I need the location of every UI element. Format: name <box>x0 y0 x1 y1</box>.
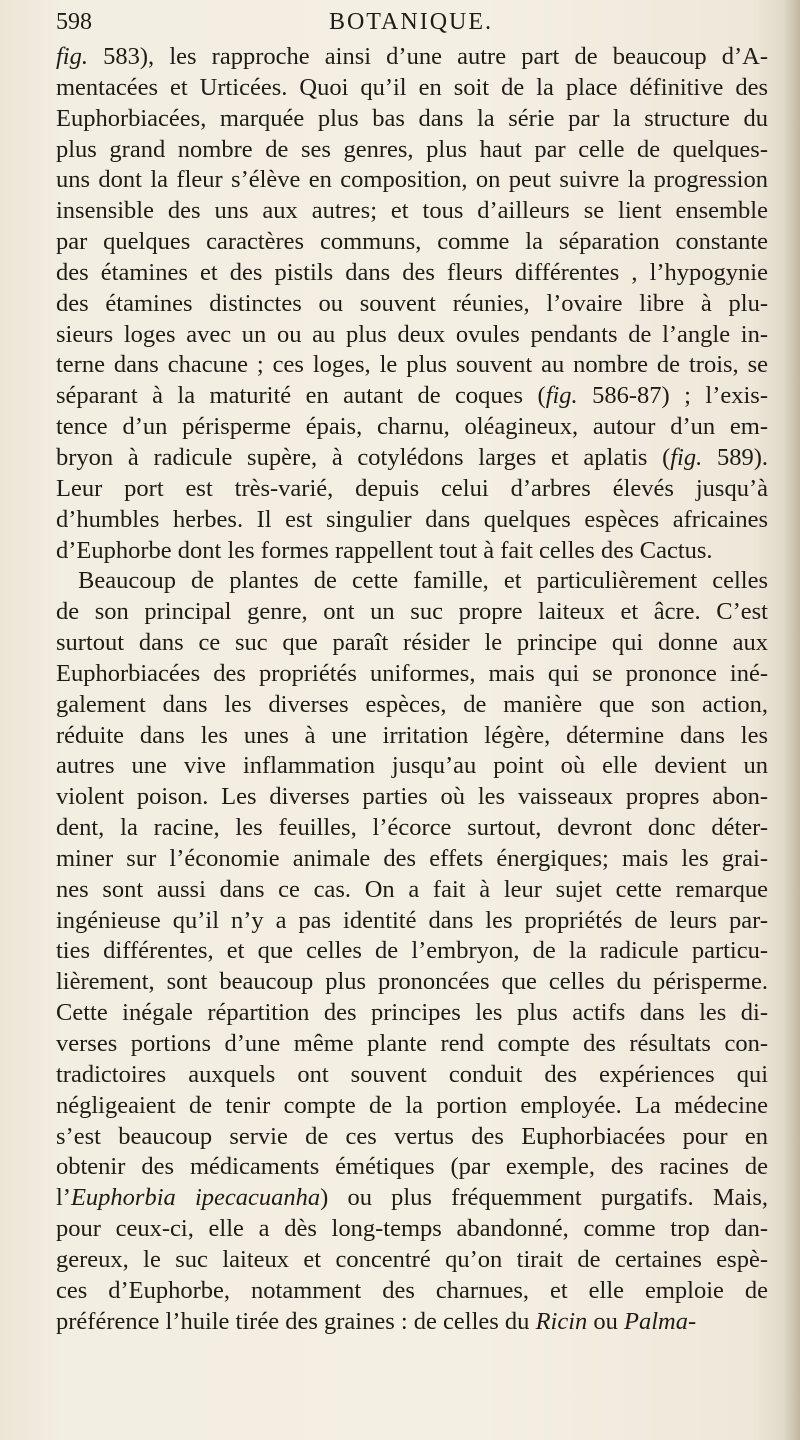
text-segment: nes sont aussi dans ce cas. On a fait à leur sujet cette remarque <box>56 875 768 903</box>
text-segment: par quelques caractères communs, comme la séparation constante <box>56 228 768 256</box>
text-line <box>56 536 768 567</box>
text-line <box>56 1122 768 1153</box>
text-segment: ties différentes, et que celles de l’embryon, de la radicule particu- <box>56 937 768 965</box>
text-line <box>56 196 768 227</box>
text-segment: 589). <box>702 443 768 471</box>
text-segment: des étamines distinctes ou souvent réunies, l’ovaire libre à plu- <box>56 289 768 317</box>
text-segment: dent, la racine, les feuilles, l’écorce surtout, devront donc déter- <box>56 814 768 842</box>
text-segment: s’est beaucoup servie de ces vertus des Euphorbiacées pour en <box>56 1122 768 1150</box>
text-segment: Beaucoup de plantes de cette famille, et particulièrement celles <box>78 567 768 595</box>
text-segment: ) ou plus fréquemment purgatifs. Mais, <box>320 1184 768 1212</box>
text-line <box>56 443 768 474</box>
text-segment: galement dans les diverses espèces, de manière que son action, <box>56 690 768 718</box>
text-line <box>56 906 768 937</box>
text-segment: tence d’un périsperme épais, charnu, oléagineux, autour d’un em- <box>56 413 768 441</box>
italic-text: fig. <box>56 43 88 70</box>
text-line <box>56 165 768 196</box>
text-line <box>56 967 768 998</box>
text-segment: autres une vive inflammation jusqu’au point où elle devient un <box>56 752 768 780</box>
text-line <box>56 474 768 505</box>
text-line <box>56 1276 768 1307</box>
text-segment: ces d’Euphorbe, notamment des charnues, et elle emploie de <box>56 1276 768 1304</box>
text-segment: d’humbles herbes. Il est singulier dans quelques espèces africaines <box>56 505 768 533</box>
text-segment: insensible des uns aux autres; et tous d’ailleurs se lient ensemble <box>56 197 768 225</box>
text-line <box>56 42 768 73</box>
text-segment: violent poison. Les diverses parties où les vaisseaux propres abon- <box>56 783 768 811</box>
text-line <box>56 1245 768 1276</box>
text-segment: l’ <box>56 1184 71 1212</box>
text-line <box>56 721 768 752</box>
text-segment: sieurs loges avec un ou au plus deux ovules pendants de l’angle in- <box>56 320 768 348</box>
text-line <box>56 566 768 597</box>
text-segment: ou <box>587 1307 625 1335</box>
text-segment: réduite dans les unes à une irritation légère, détermine dans les <box>56 721 768 749</box>
text-segment: d’Euphorbe dont les formes rappellent tout à fait celles des Cactus. <box>56 536 713 564</box>
text-line <box>56 597 768 628</box>
text-line <box>56 998 768 1029</box>
text-segment: obtenir des médicaments émétiques (par exemple, des racines de <box>56 1153 768 1181</box>
text-line <box>56 1307 768 1338</box>
text-line <box>56 1091 768 1122</box>
text-line <box>56 1152 768 1183</box>
text-line <box>56 1214 768 1245</box>
text-segment: mentacées et Urticées. Quoi qu’il en soit de la place définitive des <box>56 73 768 101</box>
text-segment: bryon à radicule supère, à cotylédons larges et aplatis ( <box>56 443 671 471</box>
text-segment: surtout dans ce suc que paraît résider le principe qui donne aux <box>56 629 768 657</box>
text-segment: 583), les rapproche ainsi d’une autre part de beaucoup d’A- <box>88 43 768 70</box>
text-segment: des étamines et des pistils dans des fleurs différentes , l’hypogynie <box>56 258 768 286</box>
text-line <box>56 1060 768 1091</box>
text-segment: gereux, le suc laiteux et concentré qu’on tirait de certaines espè- <box>56 1245 768 1273</box>
text-segment: préférence l’huile tirée des graines : de celles du <box>56 1307 536 1335</box>
text-segment: 586-87) ; l’exis- <box>577 382 768 410</box>
text-segment: de son principal genre, ont un suc propre laiteux et âcre. C’est <box>56 598 768 626</box>
text-line <box>56 350 768 381</box>
text-segment: Euphorbiacées, marquée plus bas dans la série par la structure du <box>56 104 768 132</box>
italic-text: Palma- <box>624 1307 697 1335</box>
text-line <box>56 690 768 721</box>
text-line <box>56 381 768 412</box>
text-segment: tradictoires auxquels ont souvent conduit des expériences qui <box>56 1060 768 1088</box>
text-segment: Cette inégale répartition des principes les plus actifs dans les di- <box>56 999 768 1027</box>
text-segment: verses portions d’une même plante rend compte des résultats con- <box>56 1030 768 1057</box>
body-text <box>56 42 768 1337</box>
text-line <box>56 782 768 813</box>
text-line <box>56 813 768 844</box>
text-line <box>56 936 768 967</box>
text-line <box>56 659 768 690</box>
italic-text: fig. <box>545 382 578 410</box>
page-header <box>56 4 766 40</box>
running-head: BOTANIQUE. <box>328 9 494 35</box>
italic-text: Ricin <box>535 1307 588 1335</box>
text-segment: séparant à la maturité en autant de coques ( <box>56 382 546 410</box>
text-line <box>56 104 768 135</box>
text-line <box>56 751 768 782</box>
text-segment: Leur port est très-varié, depuis celui d’arbres élevés jusqu’à <box>56 474 768 502</box>
page-number: 598 <box>56 9 92 35</box>
text-segment: négligeaient de tenir compte de la portion employée. La médecine <box>56 1091 768 1119</box>
italic-text: Euphorbia ipecacuanha <box>70 1184 321 1212</box>
text-segment: plus grand nombre de ses genres, plus haut par celle de quelques- <box>56 135 768 163</box>
page-edge-shadow <box>784 0 800 1440</box>
text-line <box>56 320 768 351</box>
text-line <box>56 227 768 258</box>
text-line <box>56 73 768 104</box>
text-line <box>56 628 768 659</box>
text-line <box>56 1183 768 1214</box>
text-line <box>56 844 768 875</box>
text-segment: ingénieuse qu’il n’y a pas identité dans les propriétés de leurs par- <box>56 906 768 934</box>
text-segment: uns dont la fleur s’élève en composition, on peut suivre la progression <box>56 166 768 194</box>
italic-text: fig. <box>670 443 703 471</box>
text-line <box>56 289 768 320</box>
text-line <box>56 875 768 906</box>
text-segment: miner sur l’économie animale des effets énergiques; mais les grai- <box>56 844 768 872</box>
text-segment: lièrement, sont beaucoup plus prononcées que celles du périsperme. <box>56 968 768 996</box>
text-line <box>56 505 768 536</box>
text-line <box>56 1029 768 1060</box>
text-segment: terne dans chacune ; ces loges, le plus souvent au nombre de trois, se <box>56 351 768 379</box>
text-line <box>56 258 768 289</box>
text-segment: pour ceux-ci, elle a dès long-temps abandonné, comme trop dan- <box>56 1215 768 1243</box>
text-line <box>56 135 768 166</box>
text-line <box>56 412 768 443</box>
text-segment: Euphorbiacées des propriétés uniformes, mais qui se prononce iné- <box>56 659 768 687</box>
